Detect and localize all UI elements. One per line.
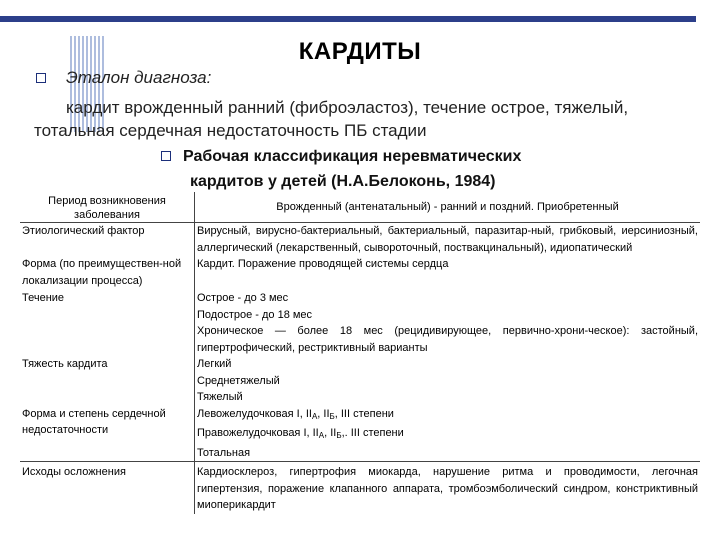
course-subacute: Подострое - до 18 мес bbox=[197, 308, 313, 321]
bullet-square-icon bbox=[36, 73, 46, 83]
diagnosis-label: Эталон диагноза: bbox=[66, 68, 212, 87]
header-period-cell: Период возникновения заболевания bbox=[20, 192, 195, 223]
row-value: Вирусный, вирусно-бактериальный, бактериальный, паразитар-ный, грибковый, иерсиниозный, аллергический (лекарственный, сывороточный, поствакцинальный), идиопатический bbox=[197, 225, 698, 254]
diagnosis-text-line1: кардит врожденный ранний (фиброэластоз), течение острое, тяжелый, bbox=[66, 98, 629, 117]
table-row bbox=[20, 462, 700, 514]
table-row bbox=[20, 223, 700, 257]
diagnosis-text-line2: тотальная сердечная недостаточность ПБ стадии bbox=[34, 121, 427, 140]
table-row bbox=[20, 356, 700, 406]
row-value bbox=[195, 406, 701, 462]
hf-right-ventricular: Правожелудочковая I, $II_А$, $II_Б$,. III степени bbox=[197, 427, 404, 440]
severity-severe: Тяжелый bbox=[197, 391, 243, 403]
slide-title: КАРДИТЫ bbox=[298, 38, 422, 65]
table-row bbox=[20, 406, 700, 462]
hf-total: Тотальная bbox=[197, 446, 251, 459]
table-row bbox=[20, 290, 700, 356]
row-label: Форма (по преимуществен-ной локализации процесса) bbox=[20, 256, 195, 290]
severity-mild: Легкий bbox=[197, 358, 232, 370]
classification-heading-line1: Рабочая классификация неревматических bbox=[183, 148, 522, 165]
severity-moderate: Среднетяжелый bbox=[197, 374, 280, 387]
row-value: Кардит. Поражение проводящей системы сердца bbox=[197, 258, 449, 270]
row-value bbox=[195, 290, 701, 356]
row-label: Течение bbox=[20, 290, 195, 356]
row-label: Исходы осложнения bbox=[20, 462, 195, 514]
row-label: Форма и степень сердечной недостаточности bbox=[20, 406, 195, 462]
header-period-value: Врожденный (антенатальный) - ранний и поздний. Приобретенный bbox=[195, 192, 701, 223]
row-label: Тяжесть кардита bbox=[20, 356, 195, 406]
bullet-square-icon bbox=[161, 151, 171, 161]
classification-table bbox=[20, 192, 700, 514]
row-value bbox=[195, 356, 701, 406]
top-accent-bar bbox=[0, 16, 696, 22]
table-row bbox=[20, 256, 700, 290]
table-header-row bbox=[20, 192, 700, 223]
row-value: Кардиосклероз, гипертрофия миокарда, нарушение ритма и проводимости, легочная гипертензия, поражение клапанного аппарата, тромбоэмболический синдром, констриктивный миоперикардит bbox=[197, 466, 698, 511]
row-label: Этиологический фактор bbox=[20, 223, 195, 257]
course-chronic: Хроническое — более 18 мес (рецидивирующее, первично-хрони-ческое): застойный, гипертрофический, рестриктивный варианты bbox=[197, 325, 698, 354]
classification-heading-line2: кардитов у детей (Н.А.Белоконь, 1984) bbox=[190, 173, 496, 190]
course-acute: Острое - до 3 мес bbox=[197, 292, 289, 304]
hf-left-ventricular: Левожелудочковая I, $II_А$, $II_Б$, III степени bbox=[197, 407, 394, 421]
